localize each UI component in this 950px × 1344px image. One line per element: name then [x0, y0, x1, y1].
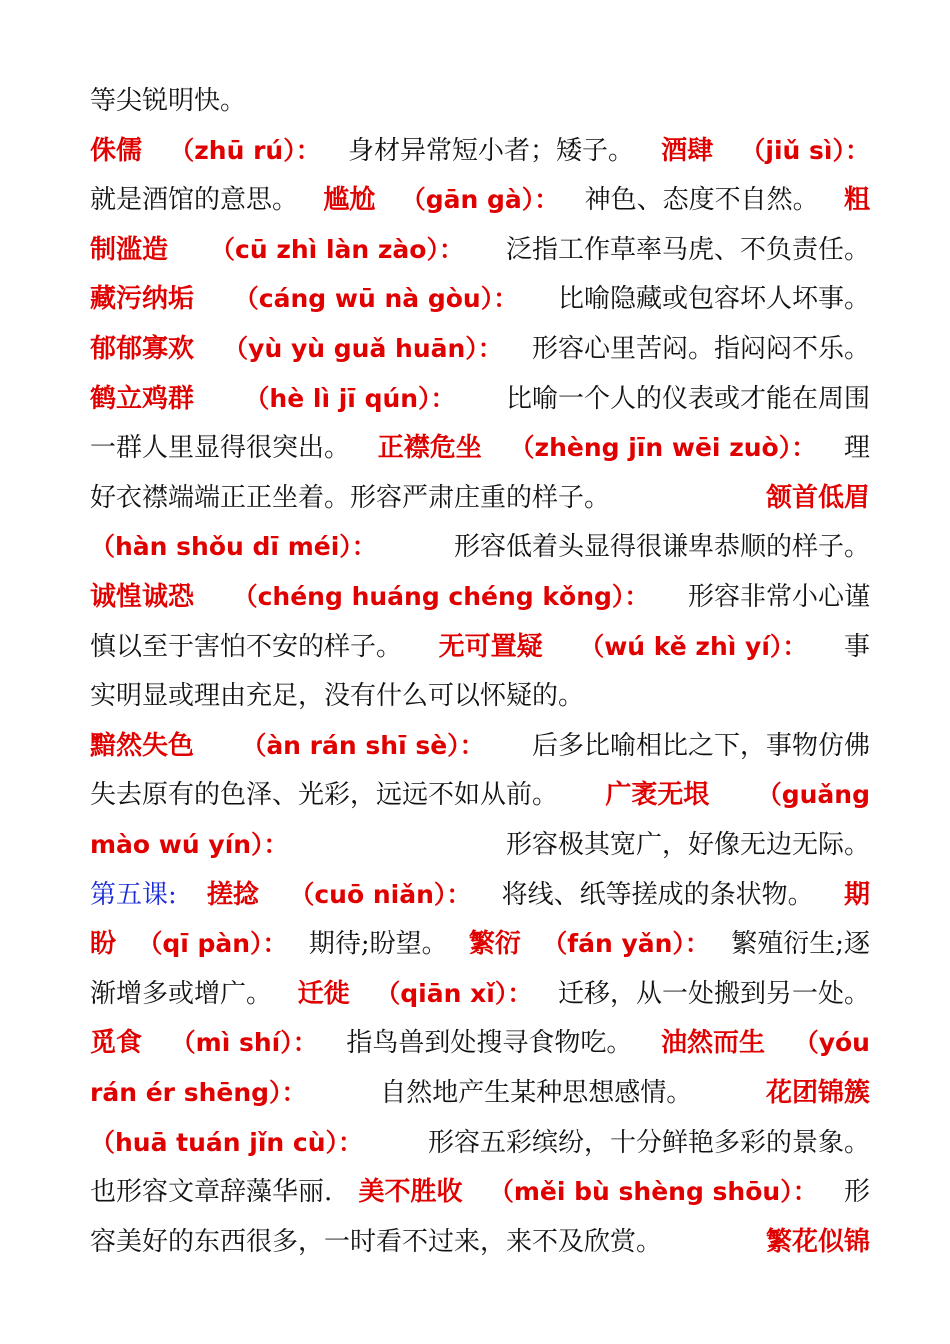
- text-line: [90, 126, 870, 176]
- body-text: 神色、态度不自然。: [584, 185, 819, 216]
- body-text: 身材异常短小者；矮子。: [347, 135, 634, 166]
- term-pinyin: （cáng wū nà gòu）：: [233, 284, 519, 314]
- text-line: [90, 1217, 870, 1267]
- term-word: 迁徙: [297, 978, 350, 1009]
- term-pinyin: （yóu: [793, 1028, 870, 1058]
- text-line: [90, 820, 870, 870]
- body-text: 形: [843, 1177, 870, 1208]
- term-pinyin: （mì shí）：: [170, 1028, 318, 1058]
- text-line: [90, 1068, 870, 1118]
- body-text: 后多比喻相比之下，事物仿佛: [531, 730, 870, 761]
- body-text: 形容五彩缤纷，十分鲜艳多彩的景象。: [427, 1127, 870, 1158]
- term-word: 正襟危坐: [377, 433, 482, 464]
- text-line: [90, 522, 870, 572]
- text-line: [90, 374, 870, 424]
- term-word: 油然而生: [661, 1028, 766, 1059]
- term-pinyin: mào wú yín）：: [90, 830, 289, 859]
- text-line: [90, 671, 870, 721]
- body-text: 迁移，从一处搬到另一处。: [557, 978, 870, 1009]
- body-text: 形容非常小心谨: [687, 582, 870, 612]
- body-text: 形容低着头显得很谦卑恭顺的样子。: [453, 532, 870, 563]
- term-word: 藏污纳垢: [90, 284, 195, 315]
- body-text: 泛指工作草率马虎、不负责任。: [505, 234, 870, 265]
- term-word: 制滥造: [90, 234, 169, 265]
- body-text: 繁殖衍生;逐: [731, 929, 870, 960]
- body-text: 渐增多或增广。: [90, 978, 273, 1009]
- term-pinyin: （qī pàn）：: [137, 929, 288, 959]
- text-line: [90, 1167, 870, 1217]
- body-text: 等尖锐明快。: [90, 86, 247, 116]
- term-word: 觅食: [90, 1028, 143, 1059]
- text-line: [90, 721, 870, 771]
- body-text: 形容极其宽广，好像无边无际。: [505, 830, 870, 860]
- text-line: [90, 870, 870, 920]
- body-text: 指鸟兽到处搜寻食物吃。: [346, 1028, 633, 1059]
- body-text: 一群人里显得很突出。: [90, 433, 351, 464]
- term-pinyin: （wú kě zhì yí）：: [579, 631, 808, 661]
- body-text: 容美好的东西很多，一时看不过来，来不及欣赏。: [90, 1226, 663, 1257]
- body-text: 比喻隐藏或包容坏人坏事。: [557, 284, 870, 315]
- body-text: 好衣襟端端正正坐着。形容严肃庄重的样子。: [90, 482, 611, 513]
- term-word: 颔首低眉: [765, 482, 870, 513]
- term-pinyin: （àn rán shī sè）：: [241, 730, 485, 760]
- body-text: 自然地产生某种思想感情。: [380, 1078, 693, 1108]
- text-line: [90, 1118, 870, 1168]
- text-line: [90, 274, 870, 324]
- body-text: 期待;盼望。: [308, 929, 448, 960]
- term-pinyin: （huā tuán jǐn cù）：: [90, 1127, 364, 1157]
- term-pinyin: （hàn shǒu dī méi）：: [90, 532, 377, 562]
- term-pinyin: rán ér shēng）：: [90, 1078, 307, 1107]
- text-line: [90, 969, 870, 1019]
- text-line: [90, 919, 870, 969]
- term-pinyin: （cū zhì làn zào）：: [210, 234, 464, 264]
- body-text: 比喻一个人的仪表或才能在周围: [505, 383, 870, 414]
- body-text: 实明显或理由充足，没有什么可以怀疑的。: [90, 681, 585, 712]
- term-pinyin: （fán yǎn）：: [542, 929, 710, 959]
- term-pinyin: （gān gà）：: [400, 185, 560, 215]
- term-word: 侏儒: [90, 135, 143, 166]
- term-pinyin: （qiān xǐ）：: [375, 978, 533, 1008]
- term-word: 郁郁寡欢: [90, 334, 195, 364]
- term-pinyin: （zhèng jīn wēi zuò）：: [509, 433, 817, 463]
- body-text: 理: [843, 433, 870, 464]
- term-word: 搓捻: [207, 879, 260, 910]
- text-line: [90, 770, 870, 820]
- lesson-label: 第五课:: [90, 879, 177, 910]
- text-line: [90, 76, 870, 126]
- text-line: [90, 1018, 870, 1068]
- term-word: 盼: [90, 929, 117, 960]
- term-word: 美不胜收: [358, 1177, 463, 1208]
- body-text: 慎以至于害怕不安的样子。: [90, 631, 403, 662]
- term-pinyin: （cuō niǎn）：: [289, 879, 472, 909]
- term-word: 鹤立鸡群: [90, 383, 195, 414]
- term-pinyin: （chéng huáng chéng kǒng）：: [232, 582, 650, 611]
- text-line: [90, 473, 870, 523]
- term-word: 黯然失色: [90, 730, 195, 761]
- term-word: 期: [843, 879, 870, 910]
- term-pinyin: （guǎng: [756, 780, 870, 810]
- term-word: 繁衍: [468, 929, 521, 960]
- term-word: 尴尬: [323, 185, 376, 216]
- term-pinyin: （hè lì jī qún）：: [244, 383, 456, 413]
- term-word: 酒肆: [661, 135, 714, 166]
- body-text: 失去原有的色泽、光彩，远远不如从前。: [90, 780, 559, 811]
- text-line: [90, 225, 870, 275]
- text-line: [90, 622, 870, 672]
- text-line: [90, 324, 870, 374]
- term-word: 广袤无垠: [605, 780, 710, 811]
- text-line: [90, 423, 870, 473]
- term-word: 无可置疑: [438, 631, 543, 662]
- body-text: 也形容文章辞藻华丽.: [90, 1177, 333, 1208]
- term-pinyin: （jiǔ sì）：: [740, 135, 870, 165]
- term-word: 粗: [843, 185, 870, 216]
- body-text: 事: [843, 631, 870, 662]
- term-pinyin: （měi bù shèng shōu）：: [488, 1177, 818, 1207]
- term-pinyin: （yù yù guǎ huān）：: [223, 334, 503, 363]
- body-text: 形容心里苦闷。指闷闷不乐。: [531, 334, 870, 364]
- body-text: 就是酒馆的意思。: [90, 185, 299, 216]
- text-line: [90, 572, 870, 622]
- text-line: [90, 175, 870, 225]
- term-word: 花团锦簇: [765, 1078, 870, 1108]
- term-pinyin: （zhū rú）：: [169, 135, 321, 165]
- term-word: 繁花似锦: [765, 1226, 870, 1257]
- body-text: 将线、纸等搓成的条状物。: [501, 879, 814, 910]
- term-word: 诚惶诚恐: [90, 582, 195, 612]
